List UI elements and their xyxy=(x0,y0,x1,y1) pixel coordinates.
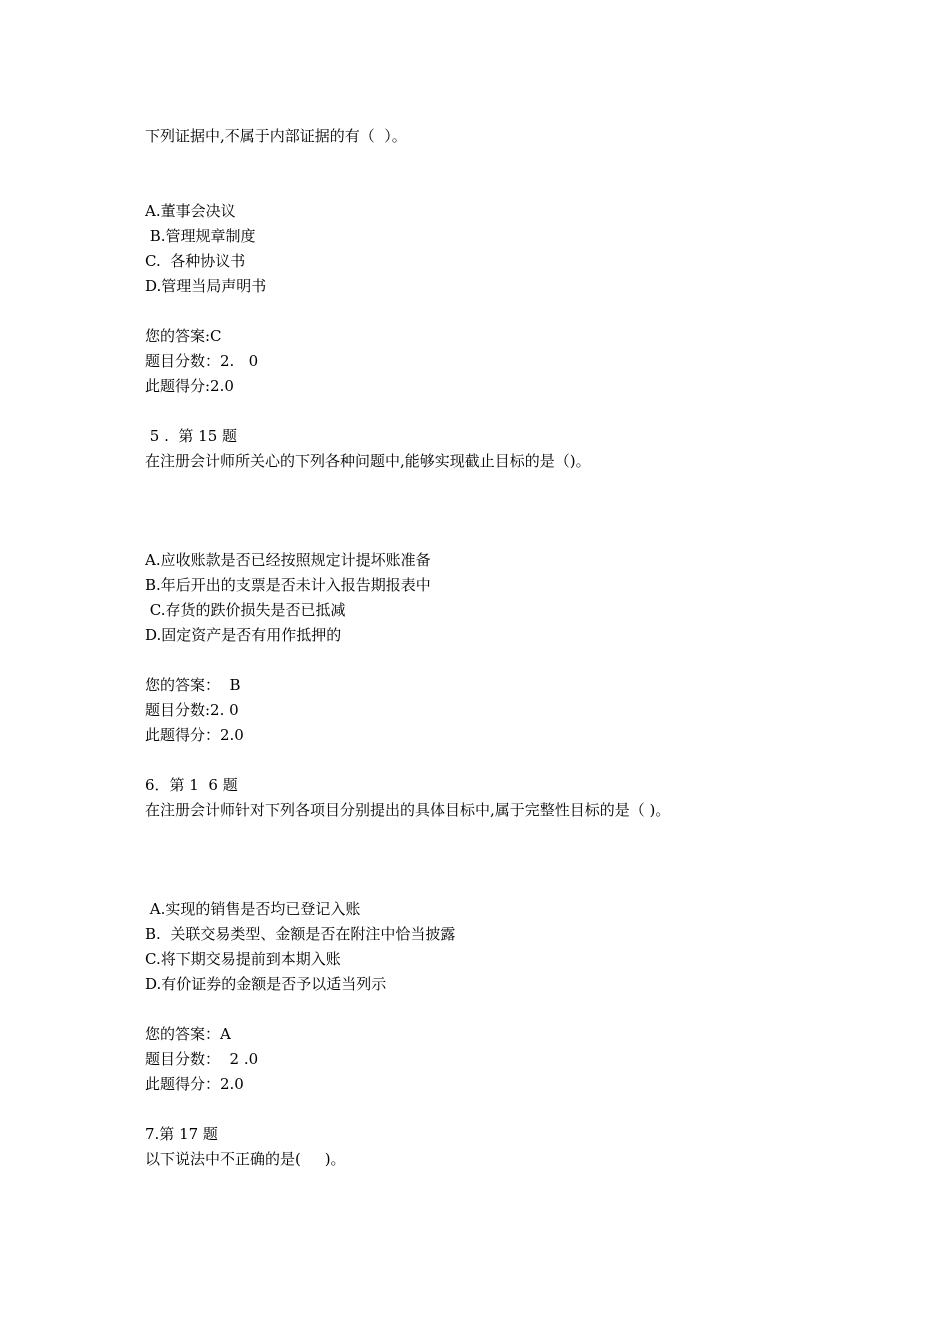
q4-option-b: B.管理规章制度 xyxy=(145,227,256,245)
q5-option-a: A.应收账款是否已经按照规定计提坏账准备 xyxy=(145,551,431,569)
q6-your-answer: 您的答案：A xyxy=(145,1025,231,1043)
q5-stem: 在注册会计师所关心的下列各种问题中,能够实现截止目标的是（)。 xyxy=(145,452,591,470)
q6-option-a: A.实现的销售是否均已登记入账 xyxy=(145,900,361,918)
q4-option-c: C. 各种协议书 xyxy=(145,252,246,270)
q5-header: 5 . 第 15 题 xyxy=(145,427,238,445)
q4-option-d: D.管理当局声明书 xyxy=(145,277,267,295)
q6-stem: 在注册会计师针对下列各项目分别提出的具体目标中,属于完整性目标的是（ )。 xyxy=(145,801,671,819)
q5-your-answer: 您的答案： B xyxy=(145,676,241,694)
q6-score-total: 题目分数： 2 .0 xyxy=(145,1050,259,1068)
q7-header: 7.第 17 题 xyxy=(145,1125,218,1143)
q5-option-d: D.固定资产是否有用作抵押的 xyxy=(145,626,342,644)
q4-score-total: 题目分数：2. 0 xyxy=(145,352,259,370)
q6-option-b: B. 关联交易类型、金额是否在附注中恰当披露 xyxy=(145,925,456,943)
q4-stem: 下列证据中,不属于内部证据的有（ ）。 xyxy=(145,127,407,145)
q4-score-got: 此题得分:2.0 xyxy=(145,377,234,395)
q4-option-a: A.董事会决议 xyxy=(145,202,236,220)
q6-option-d: D.有价证券的金额是否予以适当列示 xyxy=(145,975,387,993)
q6-option-c: C.将下期交易提前到本期入账 xyxy=(145,950,341,968)
q5-score-got: 此题得分：2.0 xyxy=(145,726,244,744)
q5-option-c: C.存货的跌价损失是否已抵减 xyxy=(145,601,346,619)
q5-score-total: 题目分数:2. 0 xyxy=(145,701,239,719)
q6-score-got: 此题得分：2.0 xyxy=(145,1075,244,1093)
q4-your-answer: 您的答案:C xyxy=(145,327,222,345)
q6-header: 6．第 1 6 题 xyxy=(145,776,238,794)
q7-stem: 以下说法中不正确的是( )。 xyxy=(145,1150,346,1168)
q5-option-b: B.年后开出的支票是否未计入报告期报表中 xyxy=(145,576,431,594)
